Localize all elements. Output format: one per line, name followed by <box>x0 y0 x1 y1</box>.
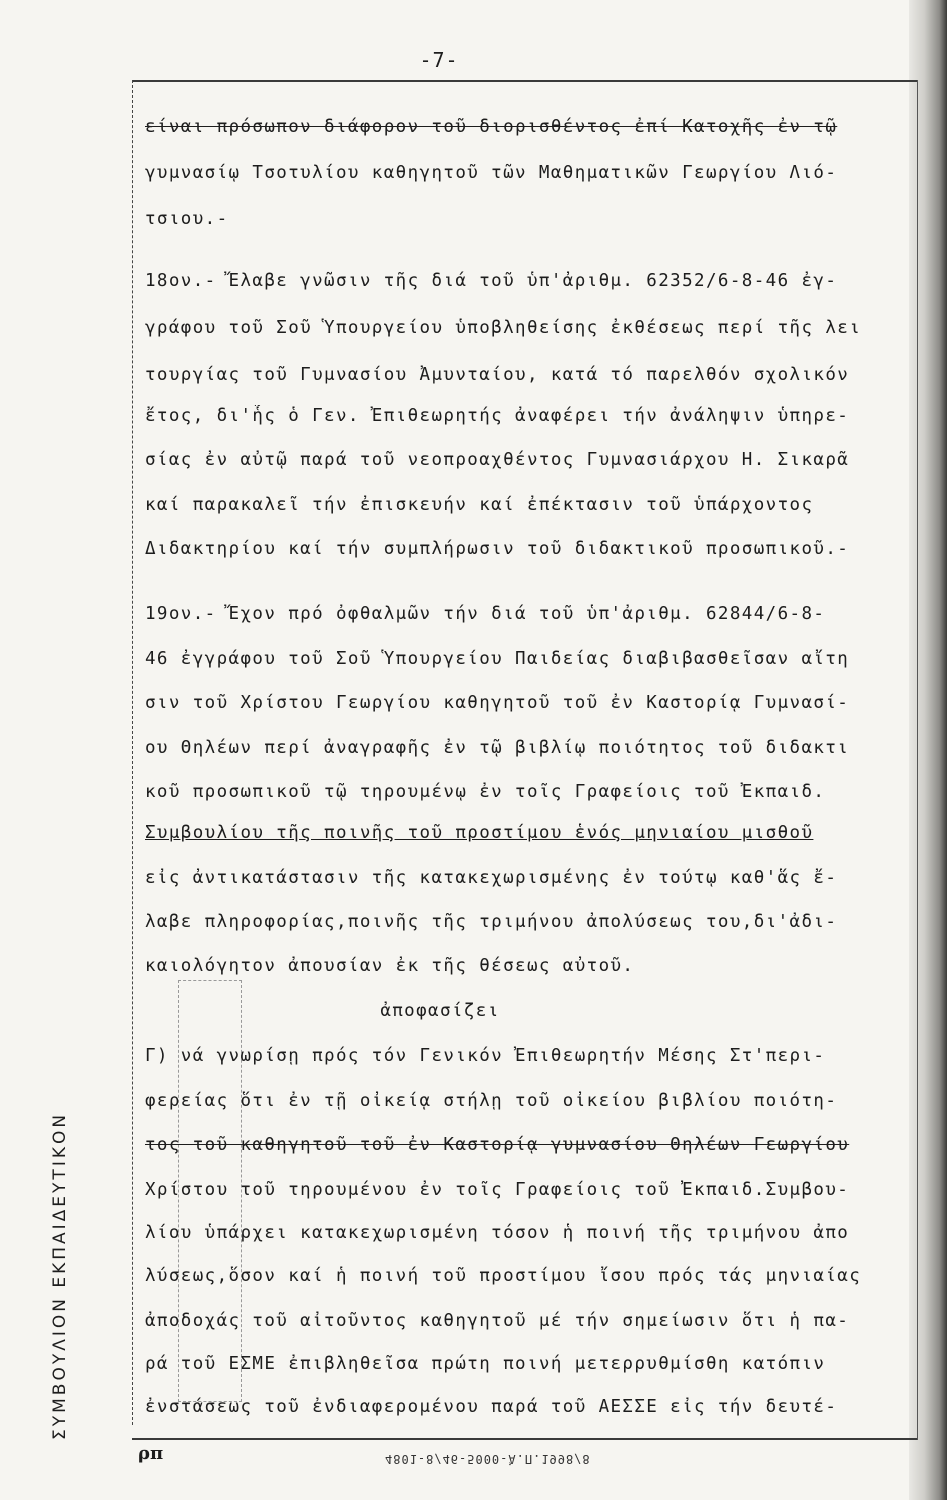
frame-top-rule <box>132 80 917 82</box>
text-line: καιολόγητον ἀπουσίαν ἐκ τῆς θέσεως αὐτοῦ. <box>145 956 635 976</box>
text-line: γυμνασίῳ Τσοτυλίου καθηγητοῦ τῶν Μαθηματικῶν Γεωργίου Λιό- <box>145 163 838 183</box>
text-line: εἰς ἀντικατάστασιν τῆς κατακεχωρισμένης ἐν τούτῳ καθ'ἅς ἔ- <box>145 868 838 888</box>
frame-right-rule <box>917 80 918 1440</box>
frame-left-rule <box>132 80 133 1425</box>
text-line: ἐνστάσεως τοῦ ἐνδιαφερομένου παρά τοῦ ΑΕΣΣΕ εἰς τήν δευτέ- <box>145 1397 838 1417</box>
text-line: ἔτος, δι'ἧς ὁ Γεν. Ἐπιθεωρητής ἀναφέρει τήν ἀνάληψιν ὑπηρε- <box>145 406 850 426</box>
frame-bottom-rule <box>132 1438 917 1440</box>
book-binding-shadow <box>909 0 947 1500</box>
text-line: λαβε πληροφορίας,ποινῆς τῆς τριμήνου ἀπολύσεως του,δι'ἀδι- <box>145 912 838 932</box>
text-line: τος τοῦ καθηγητοῦ τοῦ ἐν Καστορίᾳ γυμνασίου Θηλέων Γεωργίου <box>145 1135 850 1155</box>
text-line: λίου ὑπάρχει κατακεχωρισμένη τόσον ἡ ποινή τῆς τριμήνου ἀπο <box>145 1223 850 1243</box>
text-line: Γ) νά γνωρίσῃ πρός τόν Γενικόν Ἐπιθεωρητήν Μέσης Στ'περι- <box>145 1046 826 1066</box>
text-line: ἀποδοχάς τοῦ αἰτοῦντος καθηγητοῦ μέ τήν σημείωσιν ὅτι ἡ πα- <box>145 1311 850 1331</box>
text-line: γράφου τοῦ Σοῦ Ὑπουργείου ὑποβληθείσης ἐκθέσεως περί τῆς λει <box>145 318 862 338</box>
text-line: είναι πρόσωπον διάφορον τοῦ διορισθέντος ἐπί Κατοχῆς ἐν τῷ <box>145 117 838 137</box>
footer-initials: ρπ <box>138 1443 164 1464</box>
text-line: Διδακτηρίου καί τήν συμπλήρωσιν τοῦ διδακτικοῦ προσωπικοῦ.- <box>145 539 850 559</box>
margin-vertical-label: ΣΥΜΒΟΥΛΙΟΝ ΕΚΠΑΙΔΕΥΤΙΚΟΝ <box>50 1111 70 1440</box>
text-line: 19ον.- Ἔχον πρό ὀφθαλμῶν τήν διά τοῦ ὑπ'ἀριθμ. 62844/6-8- <box>145 604 826 624</box>
text-line: σίας ἐν αὐτῷ παρά τοῦ νεοπροαχθέντος Γυμνασιάρχου Η. Σικαρᾶ <box>145 450 850 470</box>
text-line: καί παρακαλεῖ τήν ἐπισκευήν καί ἐπέκτασιν τοῦ ὑπάρχοντος <box>145 495 814 515</box>
text-line: τουργίας τοῦ Γυμνασίου Ἀμυνταίου, κατά τό παρελθόν σχολικόν <box>145 365 850 385</box>
text-line: 46 ἐγγράφου τοῦ Σοῦ Ὑπουργείου Παιδείας διαβιβασθεῖσαν αἴτη <box>145 649 850 669</box>
page-number: -7- <box>419 48 459 72</box>
footer-print-code: 4801-8/46-5000-Ἀ.Π.1998/8 <box>385 1452 591 1466</box>
text-line: 18ον.- Ἔλαβε γνῶσιν τῆς διά τοῦ ὑπ'ἀριθμ. 62352/6-8-46 ἐγ- <box>145 271 838 291</box>
text-line: Χρίστου τοῦ τηρουμένου ἐν τοῖς Γραφείοις τοῦ Ἐκπαιδ.Συμβου- <box>145 1180 850 1200</box>
text-line: ρά τοῦ ΕΣΜΕ ἐπιβληθεῖσα πρώτη ποινή μετερρυθμίσθη κατόπιν <box>145 1354 826 1374</box>
text-line: κοῦ προσωπικοῦ τῷ τηρουμένῳ ἐν τοῖς Γραφείοις τοῦ Ἐκπαιδ. <box>145 782 826 802</box>
text-line: σιν τοῦ Χρίστου Γεωργίου καθηγητοῦ τοῦ ἐν Καστορίᾳ Γυμνασί- <box>145 693 850 713</box>
text-line: Συμβουλίου τῆς ποινῆς τοῦ προστίμου ἑνός μηνιαίου μισθοῦ <box>145 823 814 843</box>
text-line: ου Θηλέων περί ἀναγραφῆς ἐν τῷ βιβλίῳ ποιότητος τοῦ διδακτι <box>145 738 850 758</box>
text-line: φερείας ὅτι ἐν τῇ οἰκείᾳ στήλῃ τοῦ οἰκείου βιβλίου ποιότη- <box>145 1091 838 1111</box>
text-line: λύσεως,ὅσον καί ἡ ποινή τοῦ προστίμου ἴσου πρός τάς μηνιαίας <box>145 1266 862 1286</box>
decision-heading: ἀποφασίζει <box>380 1001 500 1021</box>
text-line: τσιου.- <box>145 209 229 229</box>
